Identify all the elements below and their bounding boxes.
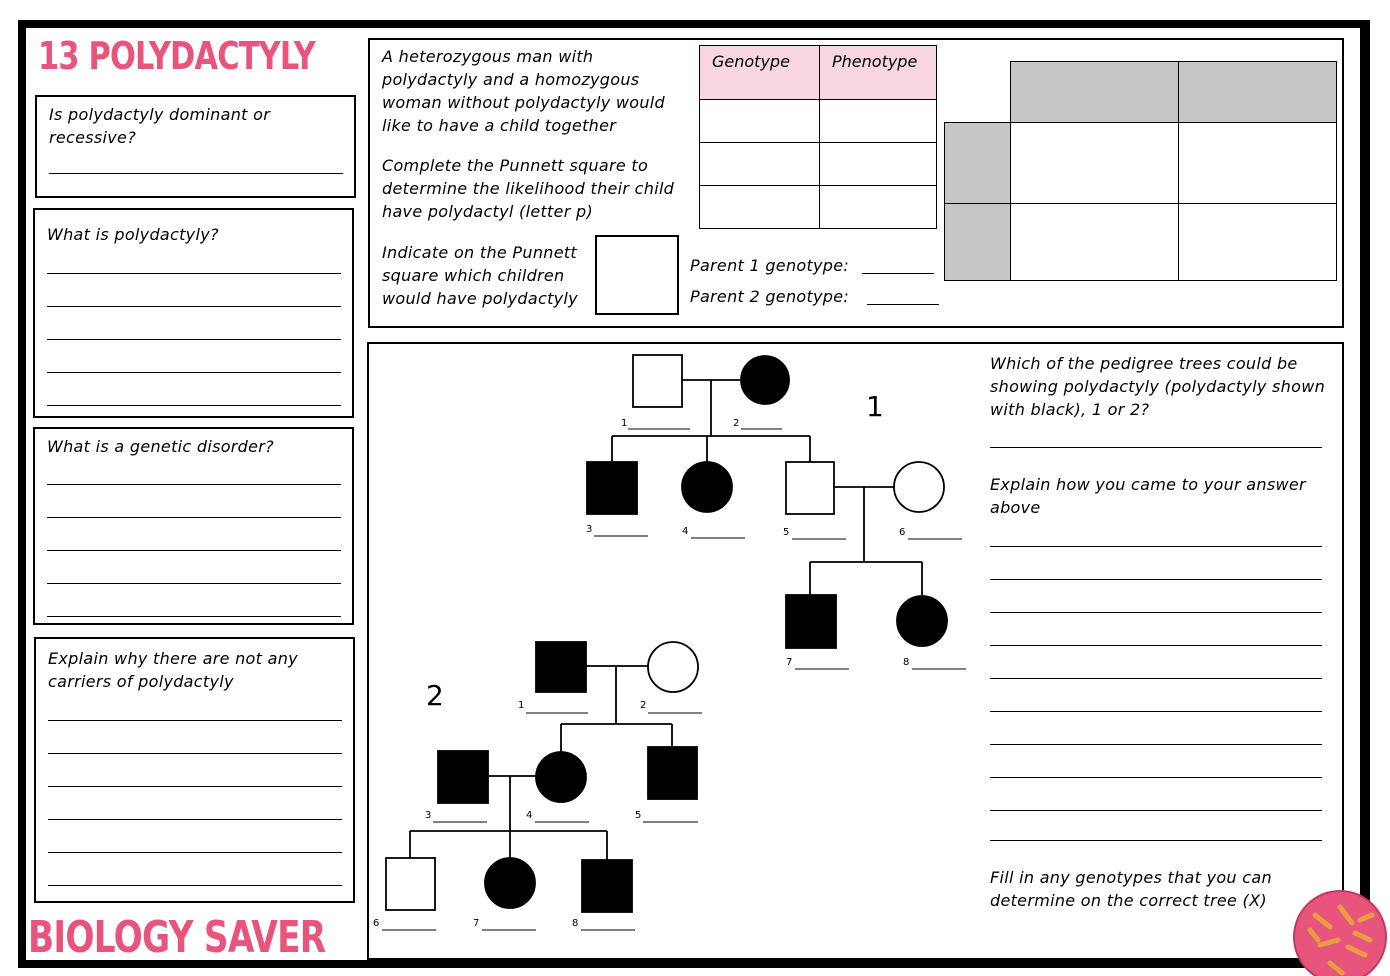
tree-1-number: 1: [866, 390, 884, 423]
male-affected-symbol: [587, 462, 637, 514]
punnett-intro-text: A heterozygous man with polydactyly and a homozygous woman without polydactyly would like to have a child together: [382, 47, 666, 135]
parent2-label-text: Parent 2 genotype:: [690, 287, 850, 306]
bacteria-logo-icon: [1290, 885, 1390, 976]
pedigree-label: 5: [635, 810, 642, 821]
answer-line[interactable]: [990, 711, 1322, 712]
male-affected-symbol: [786, 595, 836, 648]
pedigree-label: 1: [518, 700, 525, 711]
male-unaffected-symbol: [786, 462, 834, 514]
pedigree-label: 4: [682, 526, 689, 537]
answer-line[interactable]: [990, 447, 1322, 448]
female-affected-symbol: [485, 858, 535, 908]
answer-line[interactable]: [990, 645, 1322, 646]
male-affected-symbol: [536, 642, 586, 692]
pedigree-label: 2: [733, 418, 740, 429]
male-unaffected-symbol: [386, 858, 435, 910]
brand-logo-text: BIOLOGY SAVER: [28, 912, 326, 963]
punnett-indicate-text: Indicate on the Punnett square which children would have polydactyly: [382, 243, 578, 308]
pedigree-label: 7: [786, 657, 793, 668]
pedigree-label: 7: [473, 918, 480, 929]
male-affected-symbol: [582, 860, 632, 912]
female-affected-symbol: [741, 356, 789, 404]
male-affected-symbol: [438, 751, 488, 803]
question-text: Explain why there are not any carriers of polydactyly: [48, 649, 298, 691]
question-text: What is polydactyly?: [47, 225, 219, 244]
pedigree-label: 3: [586, 524, 593, 535]
answer-line[interactable]: [990, 840, 1322, 841]
answer-line[interactable]: [990, 810, 1322, 811]
pedigree-label: 6: [373, 918, 380, 929]
pedigree-label: 3: [425, 810, 432, 821]
pedigree-label: 4: [526, 810, 533, 821]
answer-line[interactable]: [990, 612, 1322, 613]
pedigree-question-explain: Explain how you came to your answer above: [990, 475, 1306, 517]
question-text: Is polydactyly dominant or recessive?: [49, 105, 271, 147]
pedigree-label: 6: [899, 527, 906, 538]
pedigree-label: 5: [783, 527, 790, 538]
answer-line[interactable]: [990, 579, 1322, 580]
female-unaffected-symbol: [648, 642, 698, 692]
pedigree-tree-1: [587, 355, 966, 669]
pedigree-label: 8: [903, 657, 910, 668]
tree-2-number: 2: [426, 679, 444, 712]
male-affected-symbol: [648, 747, 697, 799]
answer-line[interactable]: [990, 744, 1322, 745]
answer-line[interactable]: [990, 546, 1322, 547]
parent1-label-text: Parent 1 genotype:: [690, 256, 850, 275]
pedigree-label: 1: [621, 418, 628, 429]
pedigree-question-which: Which of the pedigree trees could be showing polydactyly (polydactyly shown with black), 1 or 2?: [990, 354, 1326, 419]
table-header-genotype: Genotype: [700, 46, 820, 100]
pedigree-label: 8: [572, 918, 579, 929]
female-affected-symbol: [536, 752, 586, 802]
page-title: 13 POLYDACTYLY: [38, 34, 315, 78]
answer-line[interactable]: [990, 777, 1322, 778]
question-text: What is a genetic disorder?: [47, 437, 274, 456]
male-unaffected-symbol: [633, 355, 682, 407]
female-affected-symbol: [897, 596, 947, 646]
pedigree-label: 2: [640, 700, 647, 711]
answer-line[interactable]: [990, 678, 1322, 679]
punnett-instruction-text: Complete the Punnett square to determine the likelihood their child have polydactyl (letter p): [382, 156, 675, 221]
table-header-phenotype: Phenotype: [820, 46, 937, 100]
female-unaffected-symbol: [894, 462, 944, 512]
female-affected-symbol: [682, 462, 732, 512]
pedigree-question-fill: Fill in any genotypes that you can determine on the correct tree (X): [990, 868, 1272, 910]
